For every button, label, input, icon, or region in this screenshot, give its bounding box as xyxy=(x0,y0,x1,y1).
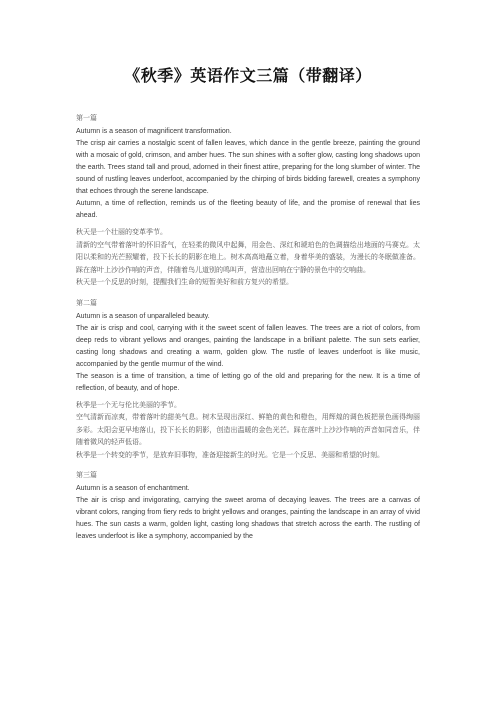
page-title: 《秋季》英语作文三篇（带翻译） xyxy=(124,66,372,85)
chinese-paragraph: 秋天是一个反思的时刻，提醒我们生命的短暂美好和前方复兴的希望。 xyxy=(76,278,293,286)
english-paragraph: The air is crisp and invigorating, carrying the sweet aroma of decaying leaves. The trees are a canvas of vibrant colors, ranging from fiery reds to bright yellows and oranges, painting the landscape in an array of vivid hues. The sun casts a warm, golden light, casting long shadows that stretch across the earth. The rustling of leaves underfoot is like a symphony, accompanied by the xyxy=(76,497,420,540)
english-paragraph: The crisp air carries a nostalgic scent of fallen leaves, which dance in the gentle breeze, painting the ground with a mosaic of gold, crimson, and amber hues. The sun shines with a softer glow, casting long shadows upon the earth. Trees stand tall and proud, adorned in their finest attire, preparing for the long slumber of winter. The sound of rustling leaves underfoot, accompanied by the chirping of birds bidding farewell, creates a symphony that echoes through the serene landscape. xyxy=(76,140,420,195)
section-3 xyxy=(76,469,420,543)
english-paragraph: Autumn is a season of enchantment. xyxy=(76,485,190,492)
english-paragraph: The season is a time of transition, a time of letting go of the old and preparing for the new. It is a time of reflection, of beauty, and of hope. xyxy=(76,372,420,392)
english-paragraph: Autumn is a season of unparalleled beauty. xyxy=(76,312,210,320)
section-heading: 第二篇 xyxy=(76,298,97,307)
chinese-paragraph: 秋天是一个壮丽的变革季节。 xyxy=(76,228,167,236)
english-paragraph: Autumn is a season of magnificent transformation. xyxy=(76,128,232,135)
section-2 xyxy=(76,297,420,462)
english-paragraph: The air is crisp and cool, carrying with it the sweet scent of fallen leaves. The trees are a riot of colors, from deep reds to vibrant yellows and oranges, painting the landscape in a brilliant palette. The sun sets earlier, casting long shadows and creating a warm, golden glow. The rustle of leaves underfoot is like music, accompanied by the gentle murmur of the wind. xyxy=(76,324,420,368)
section-heading: 第三篇 xyxy=(76,471,97,479)
chinese-paragraph: 秋季是一个转变的季节，是放弃旧事物，准备迎接新生的时光。它是一个反思、美丽和希望的时刻。 xyxy=(76,450,384,459)
chinese-paragraph: 秋季是一个无与伦比美丽的季节。 xyxy=(76,400,181,409)
english-paragraph: Autumn, a time of reflection, reminds us of the fleeting beauty of life, and the promise of renewal that lies ahead. xyxy=(76,200,420,219)
section-heading: 第一篇 xyxy=(76,114,97,122)
chinese-paragraph: 清新的空气带着落叶的怀旧香气，在轻柔的微风中起舞，用金色、深红和琥珀色的色调描绘出地面的马赛克。太阳以柔和的光芒照耀着，投下长长的阴影在地上。树木高高地矗立着，身着华美的盛装，为漫长的冬眠做准备。踩在落叶上沙沙作响的声音，伴随着鸟儿道别的鸣叫声，营造出回响在宁静的景色中的交响曲。 xyxy=(76,240,420,274)
document-body xyxy=(76,112,420,543)
chinese-paragraph: 空气清新而凉爽，带着落叶的甜美气息。树木呈现出深红、鲜艳的黄色和橙色，用辉煌的调色板把景色画得绚丽多彩。太阳会更早地落山，投下长长的阴影，创造出温暖的金色光芒。踩在落叶上沙沙作响的声音如同音乐，伴随着微风的轻声低语。 xyxy=(76,413,420,446)
section-1 xyxy=(76,112,420,289)
